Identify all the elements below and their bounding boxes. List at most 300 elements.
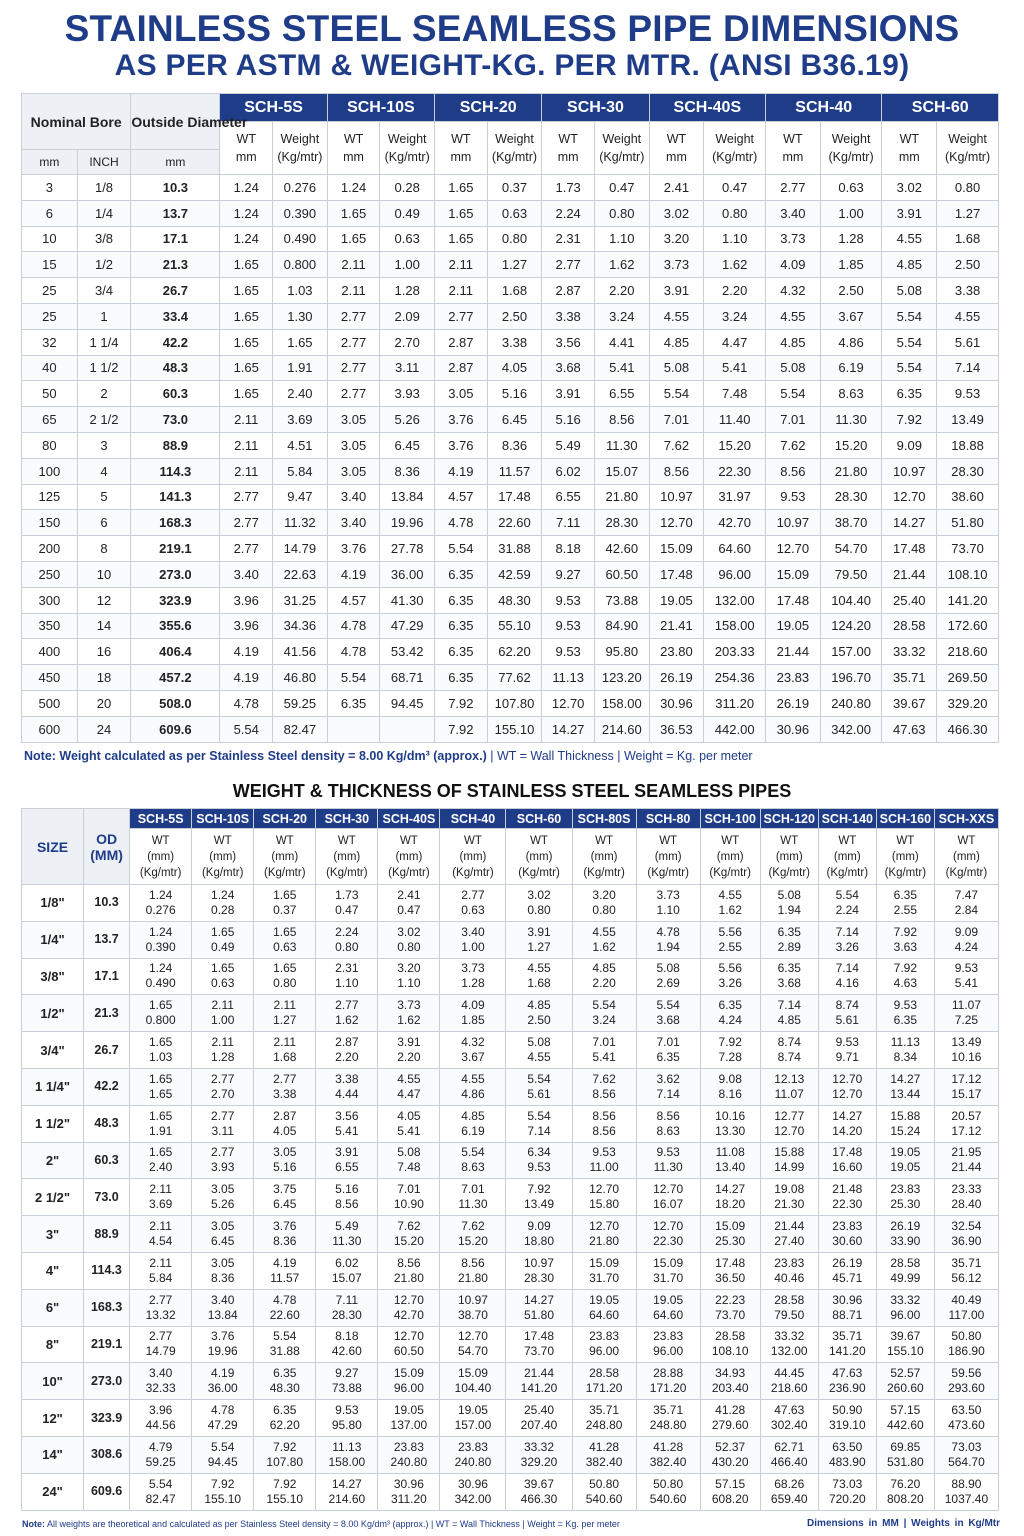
table-cell bbox=[254, 1179, 316, 1216]
table-cell: 10 bbox=[22, 226, 78, 252]
table-cell: 442.00 bbox=[704, 716, 766, 742]
table-cell: 158.00 bbox=[594, 690, 649, 716]
table-cell: 3.68 bbox=[542, 355, 595, 381]
table-cell bbox=[760, 885, 818, 922]
table-cell: 150 bbox=[22, 510, 78, 536]
weight-value: 9.53 bbox=[527, 1160, 551, 1175]
wall-thickness-value: 15.88 bbox=[890, 1108, 921, 1123]
table-cell: 1.24 bbox=[220, 200, 273, 226]
weight-label-0: Weight bbox=[602, 132, 642, 146]
size-cell: 1 1/4" bbox=[22, 1068, 84, 1105]
wt-label-0: WT bbox=[957, 834, 976, 847]
table-cell: 1.65 bbox=[220, 252, 273, 278]
wall-thickness-value: 12.70 bbox=[393, 1329, 424, 1344]
table-cell: 11.30 bbox=[594, 432, 649, 458]
weight-value: 13.84 bbox=[207, 1307, 238, 1322]
weight-value: 540.60 bbox=[585, 1491, 623, 1506]
wall-thickness-value: 9.53 bbox=[893, 998, 918, 1013]
table-cell bbox=[192, 1252, 254, 1289]
table-cell: 5.08 bbox=[882, 278, 937, 304]
table-cell: 141.20 bbox=[937, 587, 999, 613]
table-cell bbox=[818, 1326, 876, 1363]
schedule-header: SCH-160 bbox=[876, 809, 934, 829]
wt-mm-label-1: mm bbox=[557, 150, 579, 164]
weight-value: 11.30 bbox=[653, 1160, 683, 1175]
wt-label-0: WT bbox=[896, 834, 915, 847]
wall-thickness-value: 3.62 bbox=[656, 1071, 680, 1086]
weight-value: 2.55 bbox=[718, 939, 742, 954]
wall-thickness-value: 11.08 bbox=[715, 1145, 745, 1160]
table-cell: 7.01 bbox=[649, 407, 704, 433]
table-cell bbox=[440, 1326, 506, 1363]
wall-thickness-value: 12.77 bbox=[774, 1108, 805, 1123]
table-cell bbox=[130, 1179, 192, 1216]
wt-label-2: (Kg/mtr) bbox=[884, 866, 927, 879]
table-cell: 2.77 bbox=[327, 329, 380, 355]
table-cell: 3.40 bbox=[327, 510, 380, 536]
weight-value: 3.93 bbox=[211, 1160, 235, 1175]
table-cell: 2 1/2 bbox=[77, 407, 131, 433]
table-cell: 1.65 bbox=[220, 381, 273, 407]
wall-thickness-value: 7.01 bbox=[656, 1035, 680, 1050]
table-cell: 8.36 bbox=[380, 458, 435, 484]
table-cell: 2.41 bbox=[649, 175, 704, 201]
table-cell: 14.79 bbox=[273, 536, 328, 562]
table-cell: 2.40 bbox=[273, 381, 328, 407]
wall-thickness-value: 3.40 bbox=[148, 1366, 173, 1381]
table-cell: 19.05 bbox=[766, 613, 821, 639]
table-cell: 1.10 bbox=[594, 226, 649, 252]
table-cell: 4.41 bbox=[594, 329, 649, 355]
wt-label-1: (mm) bbox=[716, 850, 744, 863]
table-cell bbox=[876, 1142, 934, 1179]
table-cell bbox=[636, 1142, 700, 1179]
wall-thickness-value: 3.73 bbox=[461, 961, 485, 976]
table-cell: 60.50 bbox=[594, 561, 649, 587]
weight-value: 31.88 bbox=[269, 1344, 300, 1359]
weight-value: 540.60 bbox=[649, 1491, 687, 1506]
table-cell: 17.48 bbox=[882, 536, 937, 562]
table-cell: 96.00 bbox=[704, 561, 766, 587]
wall-thickness-value: 5.08 bbox=[777, 887, 801, 902]
weight-value: 47.29 bbox=[207, 1418, 238, 1433]
table-cell bbox=[636, 1473, 700, 1510]
od-cell: 88.9 bbox=[131, 432, 220, 458]
wall-thickness-value: 4.85 bbox=[527, 998, 551, 1013]
table-cell bbox=[506, 1363, 572, 1400]
table-row bbox=[22, 226, 999, 252]
table-cell bbox=[192, 958, 254, 995]
size-cell: 24" bbox=[22, 1473, 84, 1510]
wt-label-0: WT bbox=[595, 834, 614, 847]
weight-value: 155.10 bbox=[266, 1491, 304, 1506]
wall-thickness-value: 2.11 bbox=[149, 1219, 172, 1234]
wall-thickness-value: 6.35 bbox=[273, 1366, 297, 1381]
wall-thickness-value: 5.16 bbox=[335, 1182, 359, 1197]
weight-value: 248.80 bbox=[585, 1418, 623, 1433]
schedule-header: SCH-120 bbox=[760, 809, 818, 829]
table-row bbox=[22, 252, 999, 278]
weight-value: 19.96 bbox=[207, 1344, 238, 1359]
table-cell: 0.800 bbox=[273, 252, 328, 278]
wall-thickness-value: 5.54 bbox=[527, 1071, 551, 1086]
weight-value: 4.24 bbox=[718, 1013, 742, 1028]
od-cell: 48.3 bbox=[84, 1105, 130, 1142]
table-cell: 7.92 bbox=[435, 690, 488, 716]
schedule-header: SCH-80 bbox=[636, 809, 700, 829]
wt-label-1: (mm) bbox=[459, 850, 487, 863]
table-cell: 3.91 bbox=[882, 200, 937, 226]
table-cell: 3.02 bbox=[882, 175, 937, 201]
wall-thickness-value: 50.90 bbox=[832, 1403, 863, 1418]
table-cell bbox=[316, 1326, 378, 1363]
table-cell: 95.80 bbox=[594, 639, 649, 665]
table-cell: 8.36 bbox=[487, 432, 542, 458]
weight-value: 15.24 bbox=[890, 1123, 921, 1138]
wall-thickness-value: 8.56 bbox=[592, 1108, 616, 1123]
schedule-header: SCH-5S bbox=[220, 94, 327, 122]
table-cell: 0.63 bbox=[380, 226, 435, 252]
schedule-header: SCH-20 bbox=[435, 94, 542, 122]
od-label-0: OD bbox=[96, 830, 118, 847]
table-cell: 3.20 bbox=[649, 226, 704, 252]
table-cell: 1.30 bbox=[273, 303, 328, 329]
table-cell bbox=[130, 885, 192, 922]
table-cell bbox=[192, 1068, 254, 1105]
table-cell bbox=[440, 1400, 506, 1437]
weight-value: 7.14 bbox=[527, 1123, 551, 1138]
weight-value: 13.30 bbox=[715, 1123, 746, 1138]
table-cell: 3.24 bbox=[594, 303, 649, 329]
wt-label-0: WT bbox=[530, 834, 548, 847]
table-cell: 1.73 bbox=[542, 175, 595, 201]
table-cell: 6 bbox=[77, 510, 131, 536]
table-cell bbox=[316, 1032, 378, 1069]
table-cell: 4.51 bbox=[273, 432, 328, 458]
od-cell: 10.3 bbox=[131, 175, 220, 201]
table-cell: 10 bbox=[77, 561, 131, 587]
weight-value: 4.54 bbox=[148, 1234, 173, 1249]
wall-thickness-value: 34.93 bbox=[715, 1366, 746, 1381]
table-cell bbox=[636, 958, 700, 995]
wt-subheader bbox=[760, 829, 818, 885]
weight-value: 1.00 bbox=[461, 939, 485, 954]
wall-thickness-value: 3.56 bbox=[335, 1108, 359, 1123]
wall-thickness-value: 3.91 bbox=[397, 1035, 421, 1050]
weight-value: 4.86 bbox=[461, 1086, 485, 1101]
table-cell bbox=[934, 1400, 998, 1437]
weight-value: 2.70 bbox=[211, 1086, 235, 1101]
table-cell: 2.20 bbox=[704, 278, 766, 304]
wall-thickness-value: 3.75 bbox=[273, 1182, 297, 1197]
weight-value: 157.00 bbox=[454, 1418, 492, 1433]
table-cell: 158.00 bbox=[704, 613, 766, 639]
wall-thickness-value: 30.96 bbox=[393, 1476, 424, 1491]
table-cell bbox=[818, 1363, 876, 1400]
wall-thickness-value: 15.09 bbox=[715, 1219, 746, 1234]
table-cell bbox=[506, 1289, 572, 1326]
table-cell: 5.54 bbox=[327, 665, 380, 691]
weight-value: 5.26 bbox=[211, 1197, 235, 1212]
table-cell: 200 bbox=[22, 536, 78, 562]
table-cell bbox=[636, 1289, 700, 1326]
wt-label-0: WT bbox=[399, 834, 418, 847]
wt-label-1: (mm) bbox=[833, 850, 861, 863]
table-cell bbox=[378, 1105, 440, 1142]
od-cell: 457.2 bbox=[131, 665, 220, 691]
table-cell bbox=[192, 1179, 254, 1216]
schedule-header: SCH-40 bbox=[766, 94, 882, 122]
wall-thickness-value: 28.58 bbox=[715, 1329, 746, 1344]
table-cell: 2.77 bbox=[766, 175, 821, 201]
wall-thickness-value: 1.65 bbox=[148, 1145, 173, 1160]
wt-subheader bbox=[130, 829, 192, 885]
table-cell: 125 bbox=[22, 484, 78, 510]
table-cell: 80 bbox=[22, 432, 78, 458]
table-cell: 4.78 bbox=[327, 639, 380, 665]
weight-value: 158.00 bbox=[328, 1454, 366, 1469]
table-cell: 38.70 bbox=[820, 510, 882, 536]
wall-thickness-value: 17.48 bbox=[524, 1329, 555, 1344]
wall-thickness-value: 57.15 bbox=[890, 1403, 921, 1418]
table-cell bbox=[636, 995, 700, 1032]
wall-thickness-value: 19.05 bbox=[393, 1403, 424, 1418]
table-cell: 400 bbox=[22, 639, 78, 665]
wall-thickness-value: 21.44 bbox=[774, 1219, 805, 1234]
table-cell bbox=[254, 1436, 316, 1473]
weight-subheader bbox=[380, 122, 435, 175]
table-cell: 269.50 bbox=[937, 665, 999, 691]
table-cell: 132.00 bbox=[704, 587, 766, 613]
weight-value: 5.61 bbox=[835, 1013, 859, 1028]
wall-thickness-value: 1.65 bbox=[148, 1108, 173, 1123]
wt-label-2: (Kg/mtr) bbox=[139, 866, 182, 879]
wall-thickness-value: 3.05 bbox=[273, 1145, 297, 1160]
table-cell bbox=[934, 1068, 998, 1105]
table-cell: 32 bbox=[22, 329, 78, 355]
table-cell bbox=[130, 1473, 192, 1510]
table-cell: 13.49 bbox=[937, 407, 999, 433]
table2-note-lead: Note: bbox=[22, 1519, 45, 1529]
table-cell: 100 bbox=[22, 458, 78, 484]
weight-value: 3.24 bbox=[592, 1013, 616, 1028]
table-cell bbox=[130, 995, 192, 1032]
wt-subheader bbox=[506, 829, 572, 885]
wall-thickness-value: 4.78 bbox=[211, 1403, 235, 1418]
table-cell: 5.08 bbox=[649, 355, 704, 381]
weight-value: 3.11 bbox=[211, 1123, 234, 1138]
table-cell bbox=[876, 1436, 934, 1473]
table-cell bbox=[760, 1252, 818, 1289]
wall-thickness-value: 5.54 bbox=[211, 1439, 235, 1454]
table-cell bbox=[192, 1473, 254, 1510]
table-row bbox=[22, 303, 999, 329]
table-cell: 3.05 bbox=[327, 458, 380, 484]
table-cell: 26.19 bbox=[766, 690, 821, 716]
weight-value: 107.80 bbox=[266, 1454, 304, 1469]
table-cell bbox=[192, 1326, 254, 1363]
od-cell: 26.7 bbox=[131, 278, 220, 304]
table-row bbox=[22, 921, 999, 958]
wall-thickness-value: 7.11 bbox=[335, 1292, 359, 1307]
table-cell: 1.62 bbox=[704, 252, 766, 278]
wall-thickness-value: 15.88 bbox=[774, 1145, 805, 1160]
table-cell: 21.44 bbox=[766, 639, 821, 665]
table-cell bbox=[700, 885, 760, 922]
weight-value: 3.69 bbox=[148, 1197, 173, 1212]
wall-thickness-value: 5.54 bbox=[527, 1108, 551, 1123]
wt-label-2: (Kg/mtr) bbox=[583, 866, 625, 879]
wall-thickness-value: 23.83 bbox=[890, 1182, 921, 1197]
weight-label-0: Weight bbox=[715, 132, 754, 146]
table-cell bbox=[876, 1289, 934, 1326]
table-cell bbox=[760, 1473, 818, 1510]
weight-value: 240.80 bbox=[390, 1454, 428, 1469]
weight-value: 17.12 bbox=[951, 1123, 982, 1138]
schedule-header: SCH-60 bbox=[882, 94, 999, 122]
wall-thickness-value: 2.11 bbox=[273, 998, 296, 1013]
table-cell: 10.97 bbox=[882, 458, 937, 484]
table-cell bbox=[636, 921, 700, 958]
table-cell bbox=[876, 1105, 934, 1142]
table-cell: 59.25 bbox=[273, 690, 328, 716]
wt-label-0: WT bbox=[337, 834, 356, 847]
weight-value: 0.390 bbox=[145, 939, 176, 954]
table-cell bbox=[818, 1436, 876, 1473]
pipe-dimensions-table bbox=[21, 93, 999, 743]
table-cell: 4.19 bbox=[220, 665, 273, 691]
weight-value: 10.90 bbox=[393, 1197, 424, 1212]
table-cell bbox=[760, 1400, 818, 1437]
table-cell: 1.00 bbox=[380, 252, 435, 278]
weight-value: 141.20 bbox=[520, 1381, 558, 1396]
table-cell bbox=[378, 1068, 440, 1105]
table-cell bbox=[254, 995, 316, 1032]
table-cell bbox=[130, 1032, 192, 1069]
table-cell: 7.01 bbox=[766, 407, 821, 433]
table-cell bbox=[254, 1032, 316, 1069]
table-cell: 73.88 bbox=[594, 587, 649, 613]
weight-value: 0.37 bbox=[273, 902, 297, 917]
od-cell: 17.1 bbox=[131, 226, 220, 252]
wall-thickness-value: 9.53 bbox=[335, 1403, 359, 1418]
table-cell: 172.60 bbox=[937, 613, 999, 639]
table-cell: 17.48 bbox=[487, 484, 542, 510]
wt-subheader bbox=[378, 829, 440, 885]
wall-thickness-value: 23.83 bbox=[393, 1439, 424, 1454]
od-cell: 168.3 bbox=[131, 510, 220, 536]
table-cell bbox=[572, 1473, 636, 1510]
table-cell: 0.28 bbox=[380, 175, 435, 201]
od-cell: 73.0 bbox=[131, 407, 220, 433]
table-cell: 4.55 bbox=[766, 303, 821, 329]
weight-value: 2.55 bbox=[893, 902, 918, 917]
table-cell bbox=[572, 1400, 636, 1437]
weight-value: 45.71 bbox=[832, 1270, 863, 1285]
schedule-header: SCH-20 bbox=[254, 809, 316, 829]
table-cell: 5.54 bbox=[435, 536, 488, 562]
table-cell: 3.56 bbox=[542, 329, 595, 355]
table-cell bbox=[818, 1473, 876, 1510]
wall-thickness-value: 19.05 bbox=[589, 1292, 620, 1307]
weight-subheader bbox=[820, 122, 882, 175]
table-cell: 3/8 bbox=[77, 226, 131, 252]
table-cell bbox=[934, 958, 998, 995]
table-cell bbox=[760, 1068, 818, 1105]
table-cell bbox=[440, 1032, 506, 1069]
weight-value: 95.80 bbox=[331, 1418, 362, 1433]
wall-thickness-value: 3.40 bbox=[461, 924, 485, 939]
table-cell: 36.53 bbox=[649, 716, 704, 742]
weight-subheader bbox=[594, 122, 649, 175]
wt-label-2: (Kg/mtr) bbox=[264, 866, 306, 879]
weight-value: 1.62 bbox=[397, 1013, 421, 1028]
schedule-header: SCH-100 bbox=[700, 809, 760, 829]
wall-thickness-value: 4.78 bbox=[656, 924, 680, 939]
table-cell: 25 bbox=[22, 278, 78, 304]
weight-value: 5.61 bbox=[527, 1086, 551, 1101]
od-cell: 609.6 bbox=[84, 1473, 130, 1510]
table-cell: 13.84 bbox=[380, 484, 435, 510]
table-cell bbox=[700, 1473, 760, 1510]
wall-thickness-value: 6.35 bbox=[893, 887, 918, 902]
table-cell bbox=[378, 1436, 440, 1473]
table-cell: 1.65 bbox=[435, 226, 488, 252]
table-cell: 7.11 bbox=[542, 510, 595, 536]
table-cell: 9.53 bbox=[542, 639, 595, 665]
od-cell: 21.3 bbox=[84, 995, 130, 1032]
weight-value: 8.36 bbox=[273, 1234, 297, 1249]
weight-value: 3.68 bbox=[777, 976, 801, 991]
weight-label-1: (Kg/mtr) bbox=[599, 150, 645, 164]
wall-thickness-value: 1.65 bbox=[273, 887, 297, 902]
table-cell: 1.27 bbox=[487, 252, 542, 278]
weight-subheader bbox=[273, 122, 328, 175]
weight-value: 4.16 bbox=[835, 976, 859, 991]
weight-value: 22.30 bbox=[832, 1197, 863, 1212]
wall-thickness-value: 2.87 bbox=[335, 1035, 359, 1050]
table-cell: 0.63 bbox=[487, 200, 542, 226]
table-cell bbox=[440, 1142, 506, 1179]
wall-thickness-value: 50.80 bbox=[951, 1329, 982, 1344]
weight-value: 21.80 bbox=[589, 1234, 620, 1249]
table-cell bbox=[636, 1216, 700, 1253]
table-cell: 5.61 bbox=[937, 329, 999, 355]
table-cell bbox=[760, 995, 818, 1032]
wall-thickness-value: 1.24 bbox=[148, 887, 173, 902]
table-cell bbox=[130, 1436, 192, 1473]
table-cell bbox=[440, 885, 506, 922]
weight-value: 0.47 bbox=[397, 902, 421, 917]
weight-value: 311.20 bbox=[390, 1491, 427, 1506]
weight-value: 1.62 bbox=[592, 939, 616, 954]
weight-value: 15.80 bbox=[589, 1197, 620, 1212]
weight-value: 14.99 bbox=[774, 1160, 805, 1175]
wall-thickness-value: 2.11 bbox=[211, 998, 234, 1013]
unit-mm: mm bbox=[22, 150, 78, 175]
wall-thickness-value: 5.08 bbox=[527, 1035, 551, 1050]
weight-value: 0.80 bbox=[397, 939, 421, 954]
table-cell: 7.62 bbox=[649, 432, 704, 458]
weight-value: 21.80 bbox=[457, 1270, 488, 1285]
table-cell: 155.10 bbox=[487, 716, 542, 742]
weight-value: 36.50 bbox=[715, 1270, 746, 1285]
table-cell bbox=[316, 1473, 378, 1510]
table-cell: 4.85 bbox=[766, 329, 821, 355]
wall-thickness-value: 50.80 bbox=[589, 1476, 620, 1491]
table-cell bbox=[876, 1179, 934, 1216]
weight-value: 483.90 bbox=[828, 1454, 866, 1469]
